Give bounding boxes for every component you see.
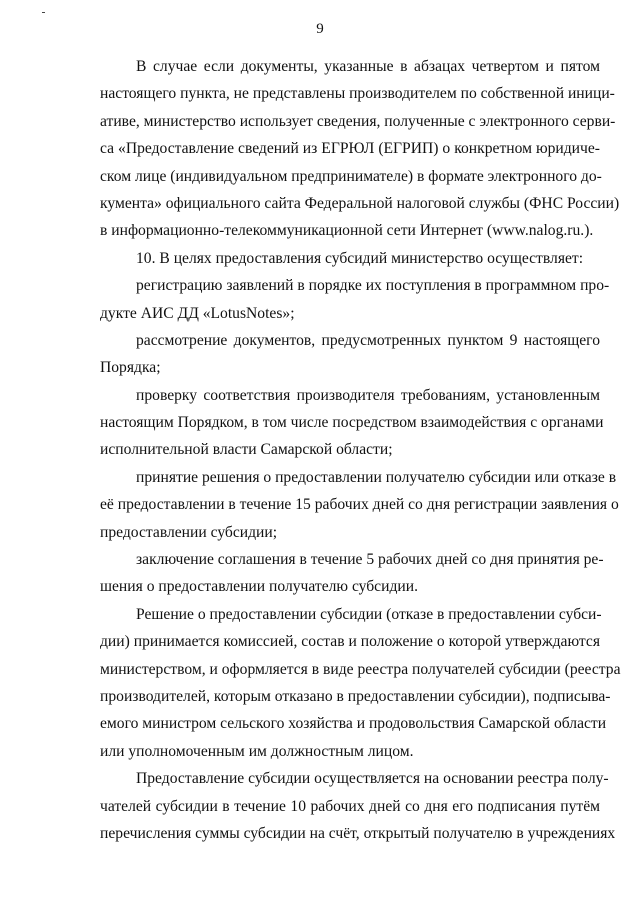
text-line: настоящим Порядком, в том числе посредством взаимодействия с органами [100,414,604,432]
text-line: кумента» официального сайта Федеральной налоговой службы (ФНС России) [100,194,620,212]
text-line: регистрацию заявлений в порядке их поступления в программном про- [136,277,610,295]
text-line: са «Предоставление сведений из ЕГРЮЛ (ЕГРИП) о конкретном юридиче- [100,140,600,158]
text-line: ском лице (индивидуальном предпринимателе) в формате электронного до- [100,167,602,185]
text-line: или уполномоченным им должностным лицом. [100,742,414,760]
text-line: чателей субсидии в течение 10 рабочих дней со дня его подписания путём [100,797,600,815]
text-line: перечисления суммы субсидии на счёт, открытый получателю в учреждениях [100,824,616,842]
text-line: предоставлении субсидии; [100,523,278,541]
text-line: Решение о предоставлении субсидии (отказе в предоставлении субси- [136,605,602,623]
text-line: Предоставление субсидии осуществляется на основании реестра полу- [136,770,609,788]
text-line: ативе, министерство использует сведения, полученные с электронного серви- [100,112,616,130]
text-line: настоящего пункта, не представлены производителем по собственной иници- [100,85,615,103]
text-line: министерством, и оформляется в виде реестра получателей субсидии (реестра [100,660,621,678]
text-line: Порядка; [100,359,161,377]
scan-mark [42,12,45,13]
text-line: её предоставлении в течение 15 рабочих дней со дня регистрации заявления о [100,496,619,514]
text-line: заключение соглашения в течение 5 рабочих дней со дня принятия ре- [136,551,604,569]
text-line: 10. В целях предоставления субсидий министерство осуществляет: [136,249,584,267]
text-line: емого министром сельского хозяйства и продовольствия Самарской области [100,715,607,733]
text-line: В случае если документы, указанные в абзацах четвертом и пятом [136,58,600,75]
text-line: исполнительной власти Самарской области; [100,441,393,459]
text-line: проверку соответствия производителя требованиям, установленным [136,386,600,404]
text-line: дукте АИС ДД «LotusNotes»; [100,304,295,322]
text-line: дии) принимается комиссией, состав и положение о которой утверждаются [100,633,600,651]
document-body [100,53,621,847]
text-line: шения о предоставлении получателю субсидии. [100,578,418,596]
text-line: производителей, которым отказано в предоставлении субсидии), подписыва- [100,687,611,705]
page-number: 9 [316,21,324,37]
text-line: рассмотрение документов, предусмотренных пунктом 9 настоящего [136,331,600,349]
text-line: в информационно-телекоммуникационной сети Интернет (www.nalog.ru.). [100,222,594,240]
text-line: принятие решения о предоставлении получателю субсидии или отказе в [136,468,617,486]
